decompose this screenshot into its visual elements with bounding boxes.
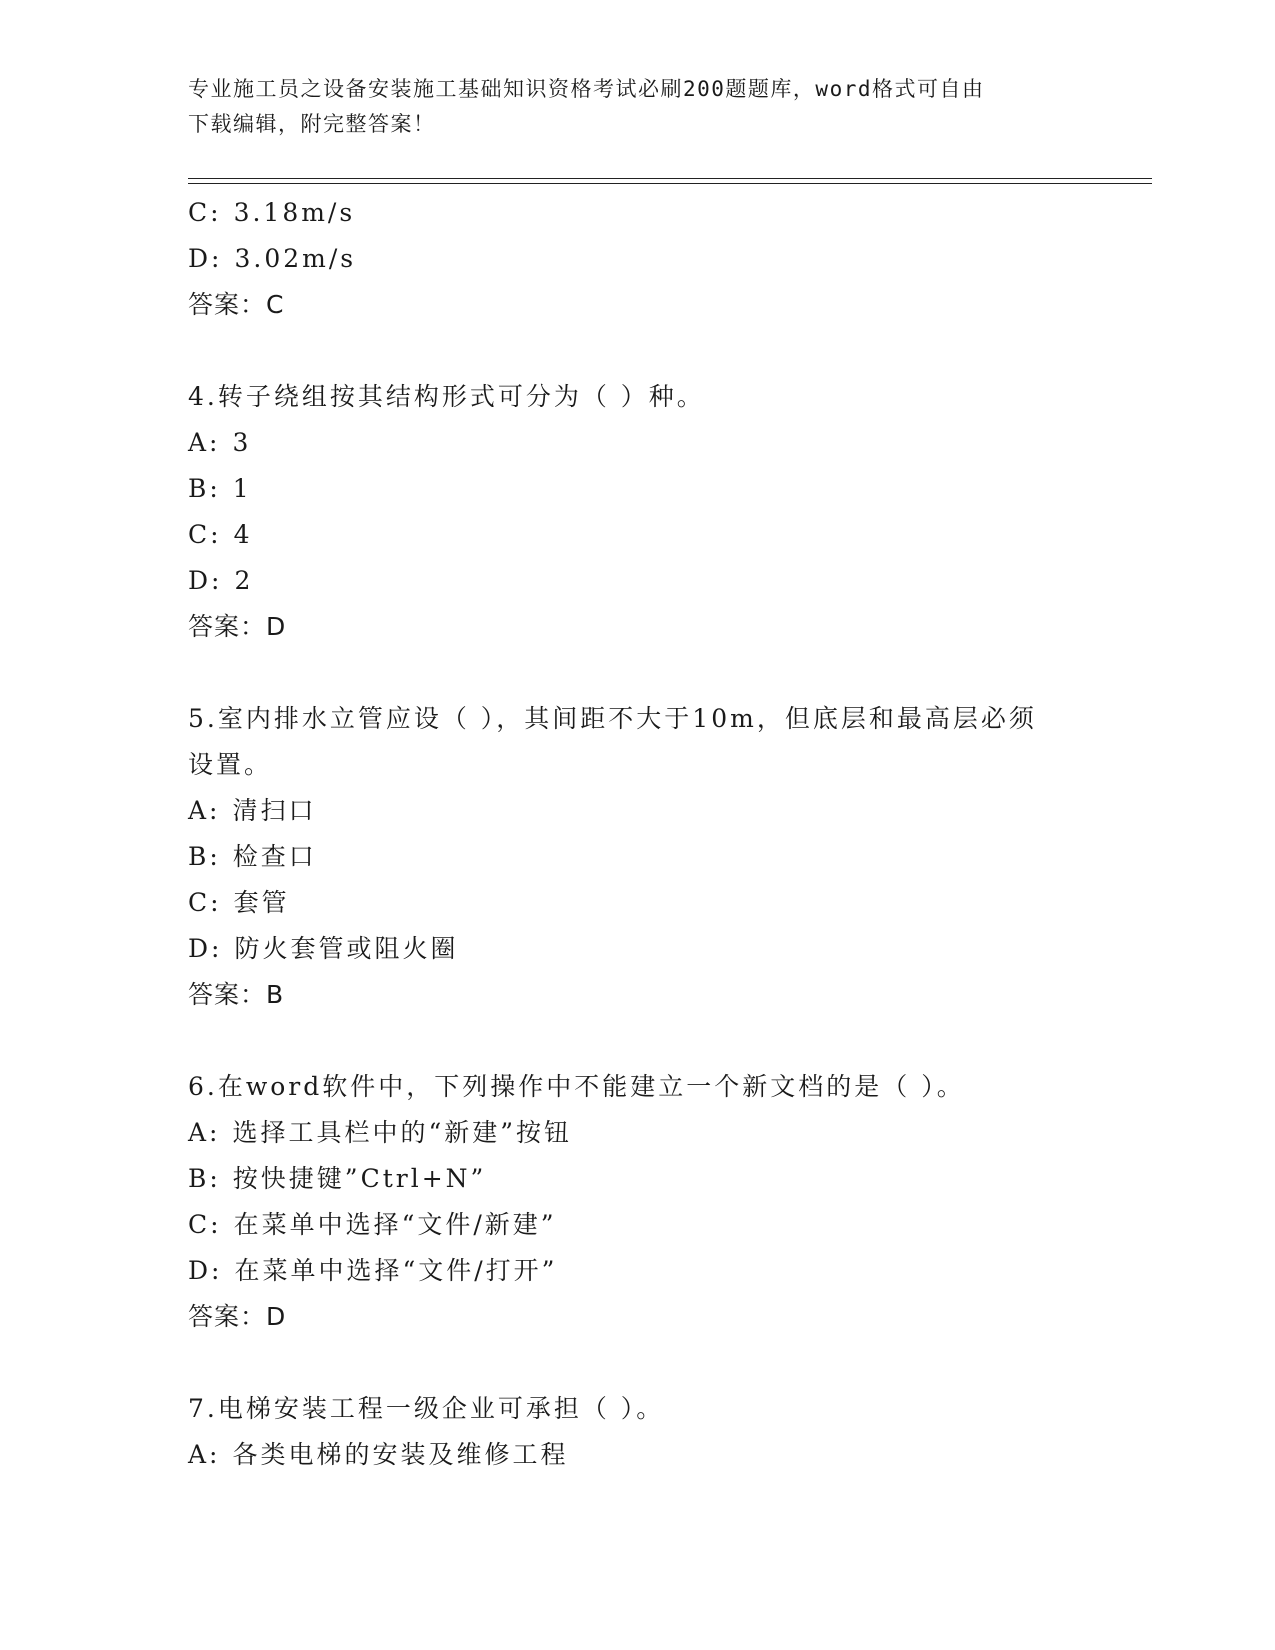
document-header [188, 72, 1088, 142]
option-d: D: 2 [188, 566, 254, 595]
answer: 答案：C [188, 290, 285, 319]
header-divider-top [188, 178, 1152, 179]
answer: 答案：B [188, 980, 285, 1009]
option-c: C: 4 [188, 520, 253, 549]
question-3-tail [188, 190, 1108, 328]
option-a: A: 清扫口 [188, 796, 317, 825]
question-7 [188, 1386, 1108, 1478]
question-text-line-1: 5.室内排水立管应设（ ），其间距不大于10m，但底层和最高层必须 [188, 704, 1037, 733]
question-text: 6.在word软件中，下列操作中不能建立一个新文档的是（ ）。 [188, 1072, 965, 1101]
header-line-2: 下载编辑，附完整答案！ [188, 112, 436, 136]
question-5 [188, 696, 1108, 1018]
question-text-line-2: 设置。 [188, 750, 273, 779]
option-b: B: 1 [188, 474, 252, 503]
header-line-1: 专业施工员之设备安装施工基础知识资格考试必刷200题题库，word格式可自由 [188, 77, 985, 101]
option-c: C: 在菜单中选择“文件/新建” [188, 1210, 557, 1239]
option-c: C: 3.18m/s [188, 198, 356, 227]
answer: 答案：D [188, 1302, 287, 1331]
option-d: D: 3.02m/s [188, 244, 357, 273]
question-list [188, 190, 1108, 1478]
option-b: B: 检查口 [188, 842, 317, 871]
option-d: D: 在菜单中选择“文件/打开” [188, 1256, 558, 1285]
header-divider-bottom [188, 183, 1152, 184]
option-c: C: 套管 [188, 888, 290, 917]
option-b: B: 按快捷键”Ctrl+N” [188, 1164, 487, 1193]
option-a: A: 3 [188, 428, 252, 457]
option-a: A: 选择工具栏中的“新建”按钮 [188, 1118, 573, 1147]
question-6 [188, 1064, 1108, 1340]
question-4 [188, 374, 1108, 650]
option-d: D: 防火套管或阻火圈 [188, 934, 459, 963]
question-text: 7.电梯安装工程一级企业可承担（ ）。 [188, 1394, 665, 1423]
question-text: 4.转子绕组按其结构形式可分为（ ）种。 [188, 382, 705, 411]
option-a: A: 各类电梯的安装及维修工程 [188, 1440, 569, 1469]
answer: 答案：D [188, 612, 287, 641]
